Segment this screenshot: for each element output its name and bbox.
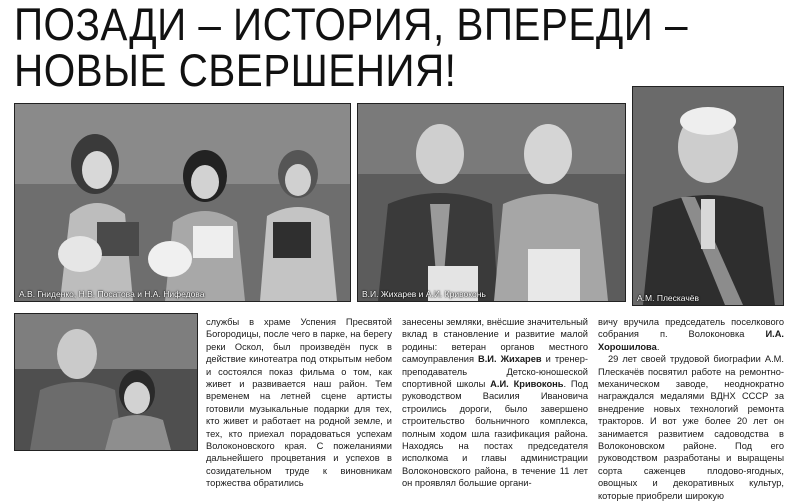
text-span: и тренер-преподаватель Детско-юношеской спортивной школы xyxy=(402,354,588,390)
text-span: вичу вручила председатель поселкового собрания п. Волоконовка xyxy=(598,317,784,340)
article-paragraph: службы в храме Успения Пресвятой Богородицы, после чего в парке, на берегу реки Оскол, был произведён пуск в действие кинотеатра под открытым небом и состоялся показ фильма о том, как живет и развивается наш район. Тем временем на летней сцене артисты готовили музыкальные подарки для тех, кто живет и работает на родной земле, и тех, кто приехал порадоваться успехам Волоконовского края. С пожеланиями дальнейшего процветания и успехов в созидательном труде к виновникам торжества обратились xyxy=(206,317,392,489)
photo-three-women-image xyxy=(15,104,350,301)
article-paragraph xyxy=(402,316,588,490)
text-span: занесены земляки, внёсшие значительный вклад в становление и развитие малой родины: ветеран органов местного самоуправления xyxy=(402,317,588,365)
person-name: И.А. Хорошилова xyxy=(598,329,784,352)
article-column-2 xyxy=(402,316,588,489)
text-span: . xyxy=(656,341,660,352)
photo-young-couple xyxy=(14,313,198,451)
photo-caption: А.В. Гниденко, Н.В. Посатова и Н.А. Нифедова xyxy=(19,289,205,299)
article-paragraph: 29 лет своей трудовой биографии А.М. Плескачёв посвятил работе на ремонтно-механическом заводе, неоднократно награждался медалями ВДНХ СССР за внедрение новых технологий ремонта тракторов. И вот уже более 20 лет он занимается развитием садоводства в Волоконовском районе. Под его руководством разработаны и выращены сорта саженцев плодово-ягодных, овощных и декоративных культур, которые приобрели широкую xyxy=(598,354,784,501)
photo-two-men xyxy=(357,103,626,302)
photo-caption: А.М. Плескачёв xyxy=(637,293,699,303)
person-name: А.И. Кривоконь xyxy=(490,379,564,390)
photo-young-couple-image xyxy=(15,314,197,450)
article-column-1 xyxy=(206,316,392,489)
article-column-3 xyxy=(598,316,784,501)
headline-line-1: ПОЗАДИ – ИСТОРИЯ, ВПЕРЕДИ – xyxy=(14,0,688,50)
person-name: В.И. Жихарев xyxy=(478,354,542,365)
photo-elderly-man-image xyxy=(633,87,783,305)
photo-caption xyxy=(15,447,23,450)
photo-caption: В.И. Жихарев и А.И. Кривоконь xyxy=(362,289,486,299)
headline xyxy=(14,2,716,94)
photo-three-women xyxy=(14,103,351,302)
photo-elderly-man xyxy=(632,86,784,306)
text-span: . Под руководством Василия Ивановича строились дороги, было завершено строительство больничного комплекса, полным ходом шла газификация района. Находясь на постах председателя исполкома и главы администрации Волоконовского района, в течение 11 лет он проявлял большие органи- xyxy=(402,379,588,489)
article-paragraph xyxy=(598,316,784,353)
photo-two-men-image xyxy=(358,104,625,301)
headline-line-2: НОВЫЕ СВЕРШЕНИЯ! xyxy=(14,45,457,96)
